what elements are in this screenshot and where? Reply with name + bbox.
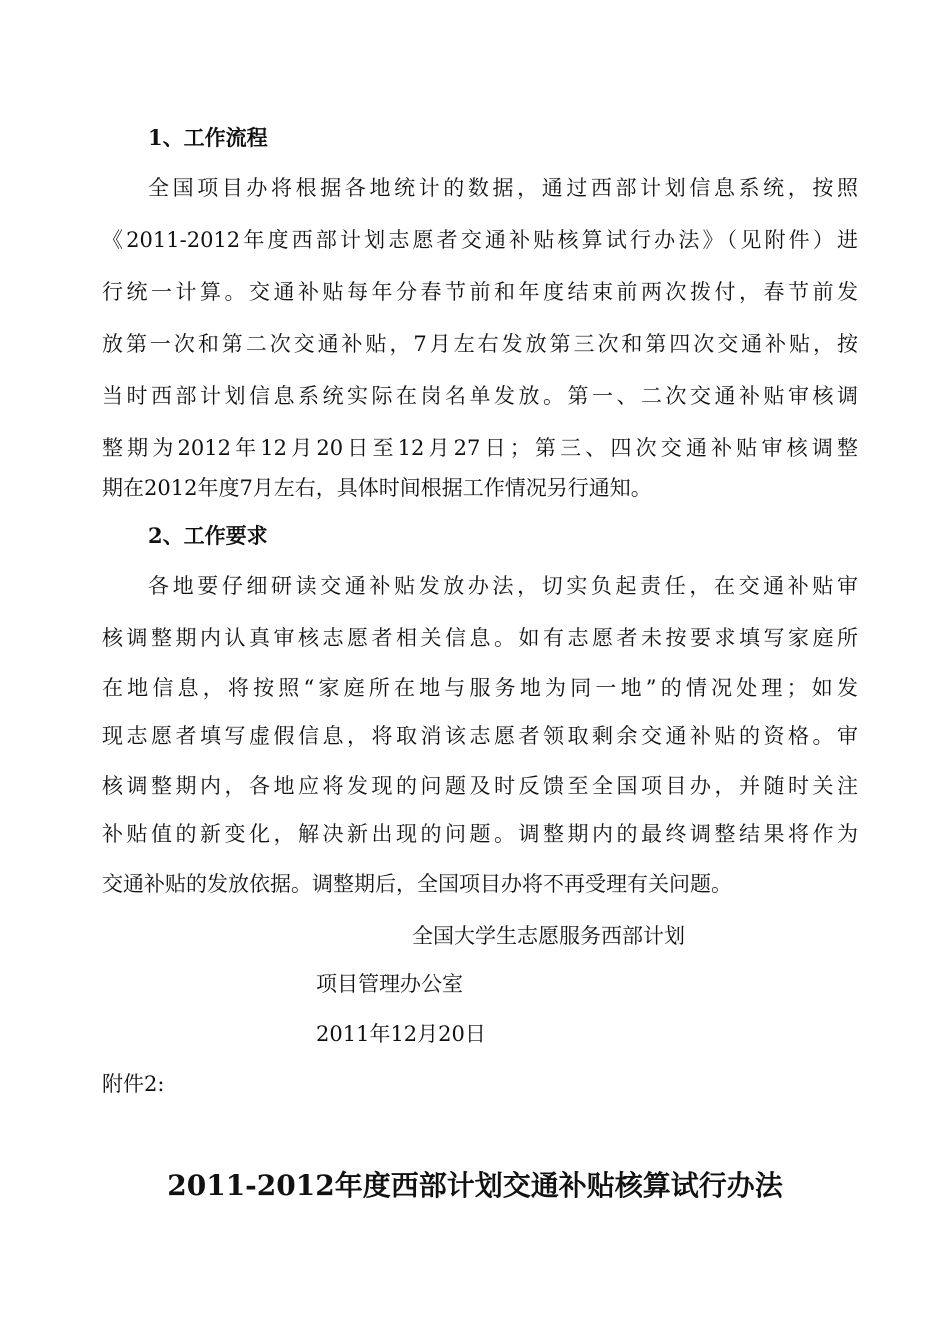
section1-line: 行统一计算。交通补贴每年分春节前和年度结束前两次拨付，春节前发 xyxy=(102,280,858,304)
signature-date: 2011年12月20日 xyxy=(316,1022,486,1046)
section2-heading: 2、工作要求 xyxy=(148,523,268,548)
attachment-label: 附件2: xyxy=(102,1072,165,1096)
section1-heading: 1、工作流程 xyxy=(148,125,268,150)
signature-office: 项目管理办公室 xyxy=(316,972,463,996)
signature-org: 全国大学生志愿服务西部计划 xyxy=(412,924,685,948)
section2-line: 交通补贴的发放依据。调整期后，全国项目办将不再受理有关问题。 xyxy=(102,872,732,896)
section2-line: 补贴值的新变化，解决新出现的问题。调整期内的最终调整结果将作为 xyxy=(102,822,858,846)
section1-line: 期在2012年度7月左右，具体时间根据工作情况另行通知。 xyxy=(102,476,652,500)
section1-line: 当时西部计划信息系统实际在岗名单发放。第一、二次交通补贴审核调 xyxy=(102,384,858,408)
section1-line: 《2011-2012年度西部计划志愿者交通补贴核算试行办法》（见附件）进 xyxy=(102,228,858,252)
section2-line: 现志愿者填写虚假信息，将取消该志愿者领取剩余交通补贴的资格。审 xyxy=(102,724,858,748)
section1-line: 全国项目办将根据各地统计的数据，通过西部计划信息系统，按照 xyxy=(148,176,858,200)
section2-line: 核调整期内，各地应将发现的问题及时反馈至全国项目办，并随时关注 xyxy=(102,774,858,798)
attachment-title: 2011-2012年度西部计划交通补贴核算试行办法 xyxy=(167,1169,783,1202)
section1-line: 整期为2012年12月20日至12月27日；第三、四次交通补贴审核调整 xyxy=(102,436,858,460)
section2-line: 核调整期内认真审核志愿者相关信息。如有志愿者未按要求填写家庭所 xyxy=(102,626,858,650)
section1-line: 放第一次和第二次交通补贴，7月左右发放第三次和第四次交通补贴，按 xyxy=(102,332,858,356)
section2-line: 各地要仔细研读交通补贴发放办法，切实负起责任，在交通补贴审 xyxy=(148,574,858,598)
section2-line: 在地信息，将按照“家庭所在地与服务地为同一地”的情况处理；如发 xyxy=(102,676,858,700)
